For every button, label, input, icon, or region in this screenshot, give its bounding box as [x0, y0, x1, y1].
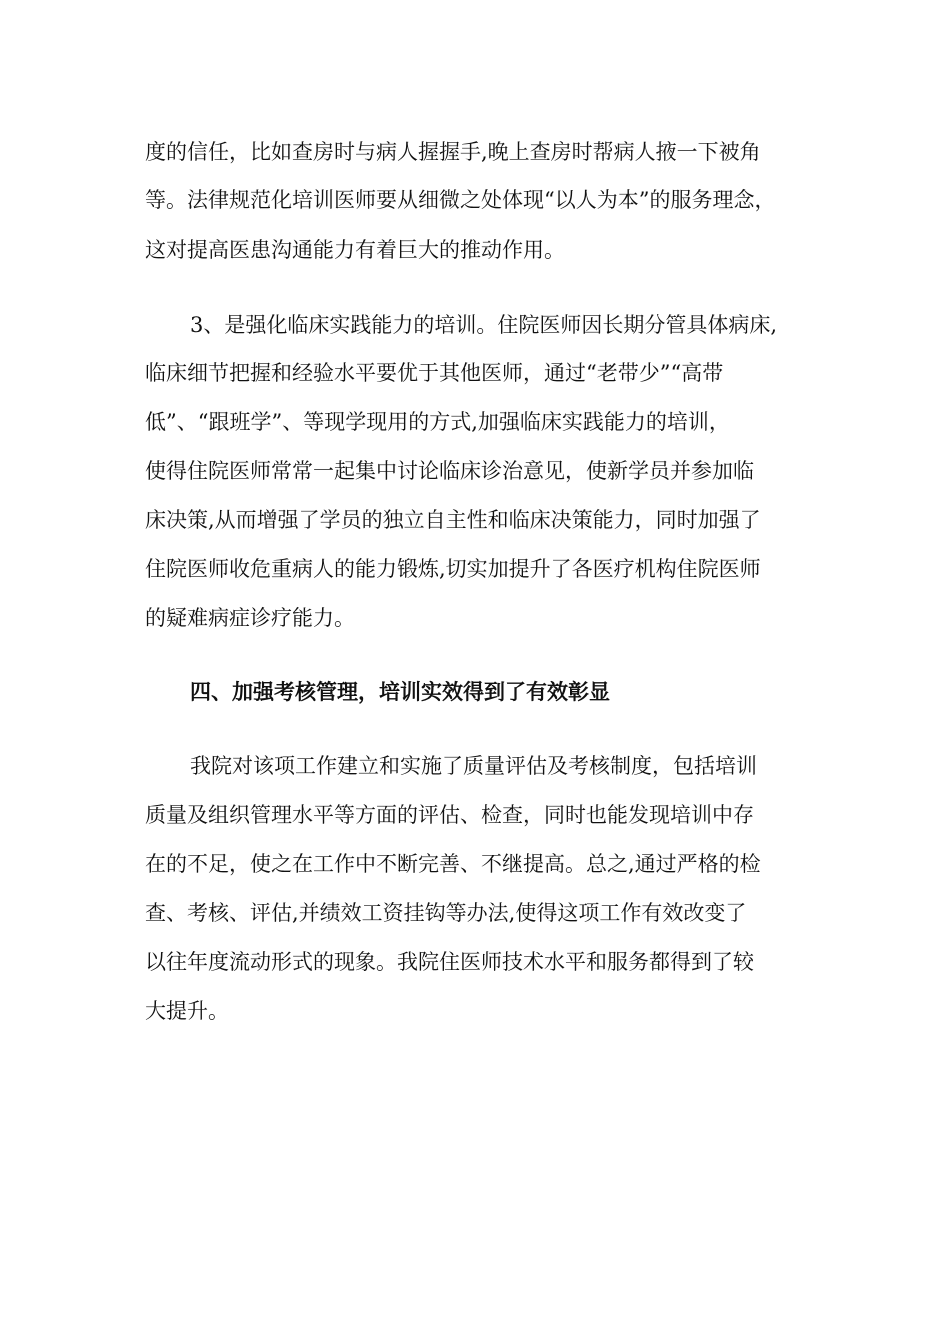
text-line: 住院医师收危重病人的能力锻炼,切实加提升了各医疗机构住院医师: [145, 557, 761, 581]
section-heading: 四、加强考核管理，培训实效得到了有效彰显: [190, 679, 610, 704]
text-line: 我院对该项工作建立和实施了质量评估及考核制度，包括培训: [190, 754, 757, 778]
text-line: 大提升。: [145, 999, 229, 1023]
text-line: 床决策,从而增强了学员的独立自主性和临床决策能力，同时加强了: [145, 508, 761, 532]
text-line: 3、是强化临床实践能力的培训。住院医师因长期分管具体病床,: [190, 313, 778, 337]
text-line: 查、考核、评估,并绩效工资挂钩等办法,使得这项工作有效改变了: [145, 901, 747, 925]
text-line: 使得住院医师常常一起集中讨论临床诊治意见，使新学员并参加临: [145, 459, 754, 483]
text-line: 低”、“跟班学”、等现学现用的方式,加强临床实践能力的培训，: [145, 410, 730, 434]
text-line: 这对提高医患沟通能力有着巨大的推动作用。: [145, 238, 565, 262]
text-line: 等。法律规范化培训医师要从细微之处体现“以人为本”的服务理念，: [145, 188, 776, 212]
text-line: 以往年度流动形式的现象。我院住医师技术水平和服务都得到了较: [145, 950, 754, 974]
text-line: 质量及组织管理水平等方面的评估、检查，同时也能发现培训中存: [145, 803, 754, 827]
text-line: 在的不足，使之在工作中不断完善、不继提高。总之,通过严格的检: [145, 852, 761, 876]
text-line: 度的信任，比如查房时与病人握握手,晚上查房时帮病人掖一下被角: [145, 140, 761, 164]
text-line: 的疑难病症诊疗能力。: [145, 606, 355, 630]
text-line: 临床细节把握和经验水平要优于其他医师，通过“老带少”“高带: [145, 361, 724, 385]
